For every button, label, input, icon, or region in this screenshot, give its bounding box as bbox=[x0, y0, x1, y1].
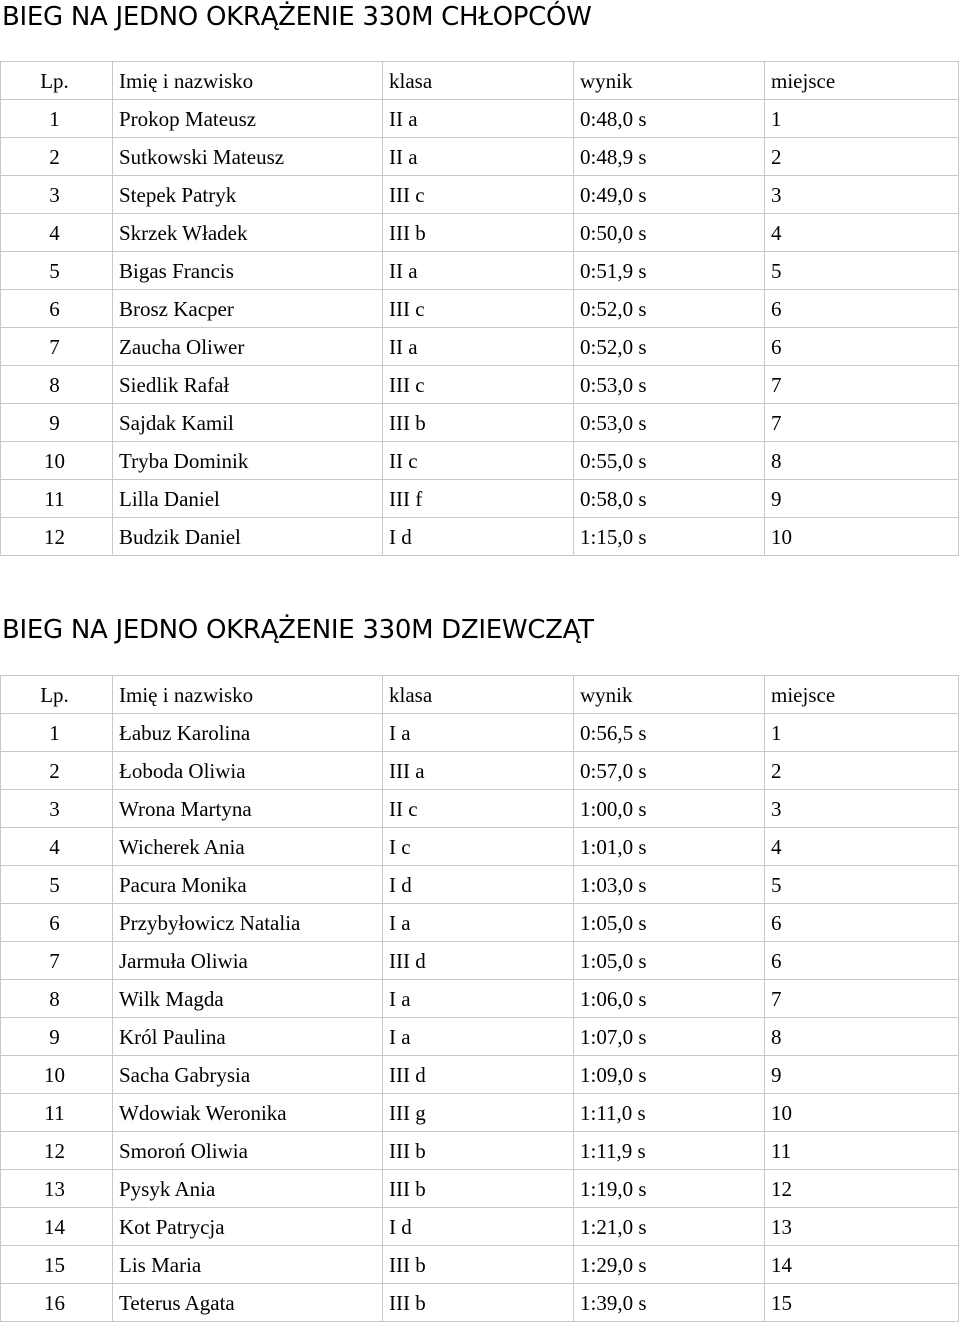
boys-cell-wynik: 0:53,0 s bbox=[574, 404, 765, 442]
girls-cell-miejsce: 9 bbox=[765, 1056, 959, 1094]
girls-cell-klasa: III b bbox=[383, 1132, 574, 1170]
girls-cell-lp: 9 bbox=[1, 1018, 113, 1056]
girls-cell-wynik: 1:11,0 s bbox=[574, 1094, 765, 1132]
girls-cell-klasa: III d bbox=[383, 942, 574, 980]
boys-cell-miejsce: 3 bbox=[765, 176, 959, 214]
girls-cell-wynik: 1:01,0 s bbox=[574, 828, 765, 866]
boys-cell-miejsce: 6 bbox=[765, 290, 959, 328]
boys-cell-name: Bigas Francis bbox=[113, 252, 383, 290]
girls-cell-name: Pacura Monika bbox=[113, 866, 383, 904]
girls-cell-klasa: I a bbox=[383, 980, 574, 1018]
girls-table-row bbox=[1, 1246, 959, 1284]
boys-cell-lp: Lp. bbox=[1, 62, 113, 100]
boys-cell-wynik: 0:53,0 s bbox=[574, 366, 765, 404]
boys-cell-name: Tryba Dominik bbox=[113, 442, 383, 480]
boys-cell-lp: 3 bbox=[1, 176, 113, 214]
girls-cell-wynik: wynik bbox=[574, 676, 765, 714]
girls-cell-miejsce: 15 bbox=[765, 1284, 959, 1322]
boys-table-row bbox=[1, 366, 959, 404]
girls-cell-wynik: 1:09,0 s bbox=[574, 1056, 765, 1094]
boys-cell-miejsce: 9 bbox=[765, 480, 959, 518]
girls-cell-name: Imię i nazwisko bbox=[113, 676, 383, 714]
boys-cell-lp: 8 bbox=[1, 366, 113, 404]
girls-cell-klasa: I a bbox=[383, 904, 574, 942]
girls-cell-klasa: I c bbox=[383, 828, 574, 866]
girls-table-row bbox=[1, 1132, 959, 1170]
boys-cell-miejsce: 8 bbox=[765, 442, 959, 480]
boys-cell-klasa: II a bbox=[383, 328, 574, 366]
girls-cell-wynik: 1:06,0 s bbox=[574, 980, 765, 1018]
boys-table-row bbox=[1, 100, 959, 138]
girls-table-row bbox=[1, 752, 959, 790]
girls-cell-name: Wicherek Ania bbox=[113, 828, 383, 866]
girls-cell-name: Przybyłowicz Natalia bbox=[113, 904, 383, 942]
girls-cell-klasa: I a bbox=[383, 1018, 574, 1056]
girls-table-row bbox=[1, 1170, 959, 1208]
boys-cell-lp: 5 bbox=[1, 252, 113, 290]
girls-cell-lp: 3 bbox=[1, 790, 113, 828]
girls-cell-klasa: III b bbox=[383, 1170, 574, 1208]
boys-cell-miejsce: 7 bbox=[765, 366, 959, 404]
girls-cell-miejsce: 5 bbox=[765, 866, 959, 904]
girls-cell-wynik: 1:07,0 s bbox=[574, 1018, 765, 1056]
girls-table-row bbox=[1, 1284, 959, 1322]
girls-cell-klasa: I d bbox=[383, 866, 574, 904]
boys-cell-wynik: 0:52,0 s bbox=[574, 290, 765, 328]
boys-cell-lp: 1 bbox=[1, 100, 113, 138]
boys-cell-klasa: klasa bbox=[383, 62, 574, 100]
boys-cell-miejsce: 2 bbox=[765, 138, 959, 176]
girls-cell-name: Wilk Magda bbox=[113, 980, 383, 1018]
boys-cell-wynik: 0:52,0 s bbox=[574, 328, 765, 366]
girls-results-body bbox=[1, 676, 959, 1322]
girls-cell-name: Kot Patrycja bbox=[113, 1208, 383, 1246]
boys-cell-wynik: 0:55,0 s bbox=[574, 442, 765, 480]
girls-table-row bbox=[1, 1018, 959, 1056]
girls-cell-lp: 12 bbox=[1, 1132, 113, 1170]
girls-table-row bbox=[1, 1056, 959, 1094]
girls-section-title: BIEG NA JEDNO OKRĄŻENIE 330M DZIEWCZĄT bbox=[2, 615, 594, 645]
girls-cell-miejsce: 8 bbox=[765, 1018, 959, 1056]
boys-cell-miejsce: 7 bbox=[765, 404, 959, 442]
girls-cell-miejsce: 4 bbox=[765, 828, 959, 866]
boys-cell-klasa: II a bbox=[383, 138, 574, 176]
girls-cell-lp: 8 bbox=[1, 980, 113, 1018]
boys-cell-lp: 6 bbox=[1, 290, 113, 328]
boys-table-row bbox=[1, 176, 959, 214]
boys-results-table bbox=[0, 61, 959, 556]
boys-table-row bbox=[1, 480, 959, 518]
girls-cell-lp: 4 bbox=[1, 828, 113, 866]
girls-cell-miejsce: 12 bbox=[765, 1170, 959, 1208]
girls-cell-wynik: 1:39,0 s bbox=[574, 1284, 765, 1322]
girls-header-row bbox=[1, 676, 959, 714]
girls-results-table bbox=[0, 675, 959, 1322]
boys-cell-name: Stepek Patryk bbox=[113, 176, 383, 214]
boys-cell-klasa: III b bbox=[383, 404, 574, 442]
girls-cell-wynik: 1:29,0 s bbox=[574, 1246, 765, 1284]
boys-cell-lp: 2 bbox=[1, 138, 113, 176]
boys-cell-name: Prokop Mateusz bbox=[113, 100, 383, 138]
boys-results-body bbox=[1, 62, 959, 556]
boys-header-row bbox=[1, 62, 959, 100]
boys-cell-klasa: III f bbox=[383, 480, 574, 518]
boys-cell-wynik: 0:50,0 s bbox=[574, 214, 765, 252]
girls-cell-lp: 13 bbox=[1, 1170, 113, 1208]
girls-cell-klasa: klasa bbox=[383, 676, 574, 714]
boys-table-row bbox=[1, 518, 959, 556]
boys-cell-lp: 12 bbox=[1, 518, 113, 556]
girls-cell-wynik: 1:00,0 s bbox=[574, 790, 765, 828]
girls-table-row bbox=[1, 980, 959, 1018]
boys-cell-miejsce: 4 bbox=[765, 214, 959, 252]
girls-cell-miejsce: 11 bbox=[765, 1132, 959, 1170]
boys-table-row bbox=[1, 138, 959, 176]
girls-cell-miejsce: miejsce bbox=[765, 676, 959, 714]
girls-cell-klasa: I a bbox=[383, 714, 574, 752]
boys-section-title: BIEG NA JEDNO OKRĄŻENIE 330M CHŁOPCÓW bbox=[2, 2, 592, 32]
girls-cell-miejsce: 13 bbox=[765, 1208, 959, 1246]
girls-cell-klasa: I d bbox=[383, 1208, 574, 1246]
boys-cell-miejsce: 6 bbox=[765, 328, 959, 366]
boys-cell-wynik: 0:51,9 s bbox=[574, 252, 765, 290]
girls-cell-name: Król Paulina bbox=[113, 1018, 383, 1056]
boys-table-row bbox=[1, 442, 959, 480]
girls-cell-name: Sacha Gabrysia bbox=[113, 1056, 383, 1094]
boys-cell-klasa: I d bbox=[383, 518, 574, 556]
girls-table-row bbox=[1, 828, 959, 866]
boys-cell-miejsce: 1 bbox=[765, 100, 959, 138]
boys-cell-lp: 4 bbox=[1, 214, 113, 252]
boys-cell-wynik: 0:58,0 s bbox=[574, 480, 765, 518]
girls-cell-name: Łoboda Oliwia bbox=[113, 752, 383, 790]
boys-cell-name: Brosz Kacper bbox=[113, 290, 383, 328]
girls-cell-wynik: 1:21,0 s bbox=[574, 1208, 765, 1246]
boys-cell-klasa: II a bbox=[383, 252, 574, 290]
boys-cell-name: Siedlik Rafał bbox=[113, 366, 383, 404]
boys-cell-klasa: III b bbox=[383, 214, 574, 252]
boys-cell-lp: 7 bbox=[1, 328, 113, 366]
girls-table-row bbox=[1, 790, 959, 828]
girls-cell-lp: 15 bbox=[1, 1246, 113, 1284]
girls-cell-lp: 2 bbox=[1, 752, 113, 790]
girls-cell-lp: 7 bbox=[1, 942, 113, 980]
girls-table-row bbox=[1, 1208, 959, 1246]
girls-cell-klasa: III g bbox=[383, 1094, 574, 1132]
boys-table-row bbox=[1, 328, 959, 366]
girls-cell-klasa: II c bbox=[383, 790, 574, 828]
boys-cell-name: Sajdak Kamil bbox=[113, 404, 383, 442]
girls-cell-lp: 11 bbox=[1, 1094, 113, 1132]
boys-cell-miejsce: 10 bbox=[765, 518, 959, 556]
boys-cell-wynik: 1:15,0 s bbox=[574, 518, 765, 556]
boys-cell-name: Skrzek Władek bbox=[113, 214, 383, 252]
girls-cell-lp: 6 bbox=[1, 904, 113, 942]
boys-cell-lp: 10 bbox=[1, 442, 113, 480]
girls-cell-wynik: 0:57,0 s bbox=[574, 752, 765, 790]
girls-table-row bbox=[1, 714, 959, 752]
girls-cell-lp: 10 bbox=[1, 1056, 113, 1094]
girls-cell-lp: 1 bbox=[1, 714, 113, 752]
girls-cell-wynik: 0:56,5 s bbox=[574, 714, 765, 752]
girls-cell-name: Teterus Agata bbox=[113, 1284, 383, 1322]
girls-table-row bbox=[1, 1094, 959, 1132]
girls-cell-lp: Lp. bbox=[1, 676, 113, 714]
boys-table-row bbox=[1, 252, 959, 290]
boys-cell-lp: 9 bbox=[1, 404, 113, 442]
girls-cell-name: Jarmuła Oliwia bbox=[113, 942, 383, 980]
girls-cell-wynik: 1:03,0 s bbox=[574, 866, 765, 904]
boys-cell-wynik: 0:48,0 s bbox=[574, 100, 765, 138]
boys-cell-klasa: II c bbox=[383, 442, 574, 480]
boys-cell-wynik: wynik bbox=[574, 62, 765, 100]
girls-table-row bbox=[1, 904, 959, 942]
girls-cell-wynik: 1:19,0 s bbox=[574, 1170, 765, 1208]
boys-cell-wynik: 0:49,0 s bbox=[574, 176, 765, 214]
boys-cell-miejsce: 5 bbox=[765, 252, 959, 290]
girls-table-row bbox=[1, 866, 959, 904]
girls-cell-wynik: 1:05,0 s bbox=[574, 942, 765, 980]
girls-cell-klasa: III b bbox=[383, 1284, 574, 1322]
girls-cell-name: Pysyk Ania bbox=[113, 1170, 383, 1208]
girls-cell-miejsce: 3 bbox=[765, 790, 959, 828]
girls-cell-klasa: III a bbox=[383, 752, 574, 790]
girls-cell-miejsce: 7 bbox=[765, 980, 959, 1018]
girls-cell-miejsce: 6 bbox=[765, 942, 959, 980]
boys-table-row bbox=[1, 290, 959, 328]
girls-cell-name: Smoroń Oliwia bbox=[113, 1132, 383, 1170]
girls-cell-lp: 14 bbox=[1, 1208, 113, 1246]
boys-table-row bbox=[1, 404, 959, 442]
boys-cell-klasa: II a bbox=[383, 100, 574, 138]
girls-cell-name: Wdowiak Weronika bbox=[113, 1094, 383, 1132]
girls-cell-lp: 16 bbox=[1, 1284, 113, 1322]
boys-table-row bbox=[1, 214, 959, 252]
girls-table-row bbox=[1, 942, 959, 980]
girls-cell-name: Wrona Martyna bbox=[113, 790, 383, 828]
girls-cell-klasa: III b bbox=[383, 1246, 574, 1284]
girls-cell-wynik: 1:11,9 s bbox=[574, 1132, 765, 1170]
boys-cell-name: Lilla Daniel bbox=[113, 480, 383, 518]
boys-cell-lp: 11 bbox=[1, 480, 113, 518]
boys-cell-wynik: 0:48,9 s bbox=[574, 138, 765, 176]
boys-cell-name: Budzik Daniel bbox=[113, 518, 383, 556]
girls-cell-miejsce: 2 bbox=[765, 752, 959, 790]
boys-cell-name: Sutkowski Mateusz bbox=[113, 138, 383, 176]
boys-cell-name: Zaucha Oliwer bbox=[113, 328, 383, 366]
girls-cell-name: Lis Maria bbox=[113, 1246, 383, 1284]
girls-cell-miejsce: 1 bbox=[765, 714, 959, 752]
boys-cell-klasa: III c bbox=[383, 290, 574, 328]
boys-cell-klasa: III c bbox=[383, 366, 574, 404]
girls-cell-miejsce: 14 bbox=[765, 1246, 959, 1284]
girls-cell-miejsce: 6 bbox=[765, 904, 959, 942]
boys-cell-miejsce: miejsce bbox=[765, 62, 959, 100]
girls-cell-klasa: III d bbox=[383, 1056, 574, 1094]
boys-cell-klasa: III c bbox=[383, 176, 574, 214]
boys-cell-name: Imię i nazwisko bbox=[113, 62, 383, 100]
girls-cell-wynik: 1:05,0 s bbox=[574, 904, 765, 942]
girls-cell-name: Łabuz Karolina bbox=[113, 714, 383, 752]
girls-cell-miejsce: 10 bbox=[765, 1094, 959, 1132]
girls-cell-lp: 5 bbox=[1, 866, 113, 904]
